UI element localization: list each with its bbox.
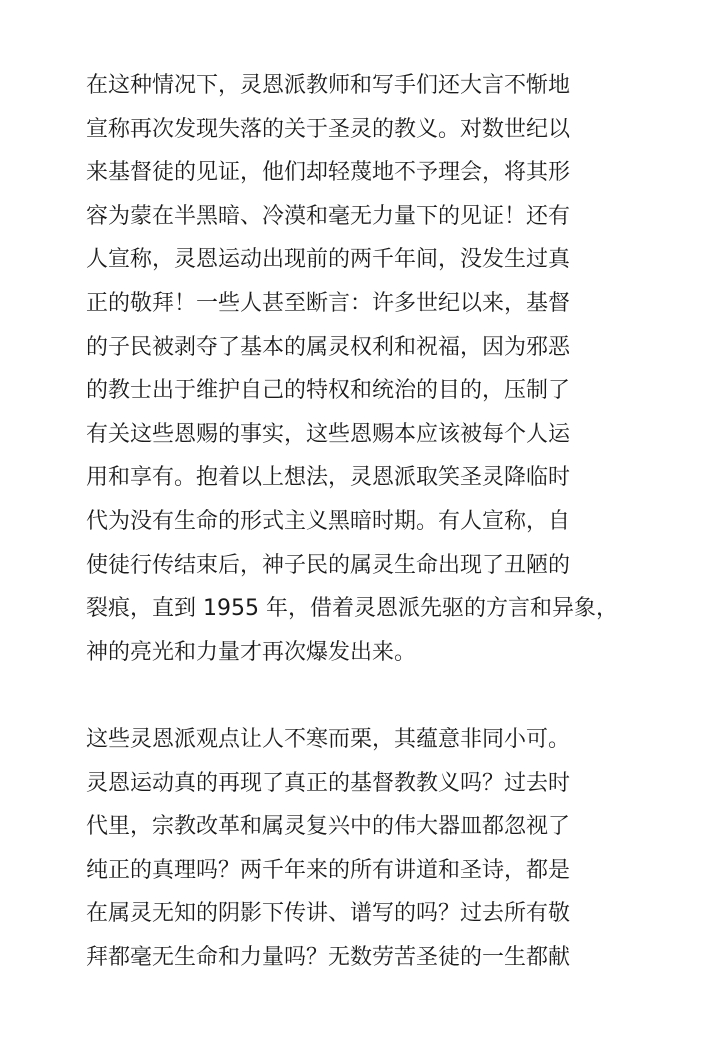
text-line: 容为蒙在半黑暗、冷漠和毫无力量下的见证！还有 bbox=[86, 203, 571, 229]
text-line: 代为没有生命的形式主义黑暗时期。有人宣称，自 bbox=[86, 508, 571, 534]
text-line: 人宣称，灵恩运动出现前的两千年间，没发生过真 bbox=[86, 247, 571, 273]
text-line: 纯正的真理吗？两千年来的所有讲道和圣诗，都是 bbox=[86, 857, 571, 883]
text-line: 有关这些恩赐的事实，这些恩赐本应该被每个人运 bbox=[86, 421, 571, 447]
text-line: 正的敬拜！一些人甚至断言：许多世纪以来，基督 bbox=[86, 290, 571, 316]
document-page bbox=[86, 64, 646, 979]
text-line: 拜都毫无生命和力量吗？无数劳苦圣徒的一生都献 bbox=[86, 944, 571, 970]
text-line: 宣称再次发现失落的关于圣灵的教义。对数世纪以 bbox=[86, 116, 571, 142]
paragraph-1 bbox=[86, 64, 646, 674]
text-line: 代里，宗教改革和属灵复兴中的伟大器皿都忽视了 bbox=[86, 814, 571, 840]
text-line: 的子民被剥夺了基本的属灵权利和祝福，因为邪恶 bbox=[86, 334, 571, 360]
text-line: 来基督徒的见证，他们却轻蔑地不予理会，将其形 bbox=[86, 160, 571, 186]
paragraph-spacer bbox=[86, 674, 646, 718]
text-line: 用和享有。抱着以上想法，灵恩派取笑圣灵降临时 bbox=[86, 465, 571, 491]
text-line: 使徒行传结束后，神子民的属灵生命出现了丑陋的 bbox=[86, 552, 571, 578]
text-line: 灵恩运动真的再现了真正的基督教教义吗？过去时 bbox=[86, 770, 571, 796]
text-line: 在这种情况下，灵恩派教师和写手们还大言不惭地 bbox=[86, 73, 571, 98]
text-line: 在属灵无知的阴影下传讲、谱写的吗？过去所有敬 bbox=[86, 901, 571, 927]
text-line: 神的亮光和力量才再次爆发出来。 bbox=[86, 639, 417, 665]
text-line: 裂痕，直到 1955 年，借着灵恩派先驱的方言和异象， bbox=[86, 596, 618, 622]
text-line: 的教士出于维护自己的特权和统治的目的，压制了 bbox=[86, 378, 571, 404]
text-line: 这些灵恩派观点让人不寒而栗，其蕴意非同小可。 bbox=[86, 726, 571, 752]
paragraph-2 bbox=[86, 718, 646, 980]
